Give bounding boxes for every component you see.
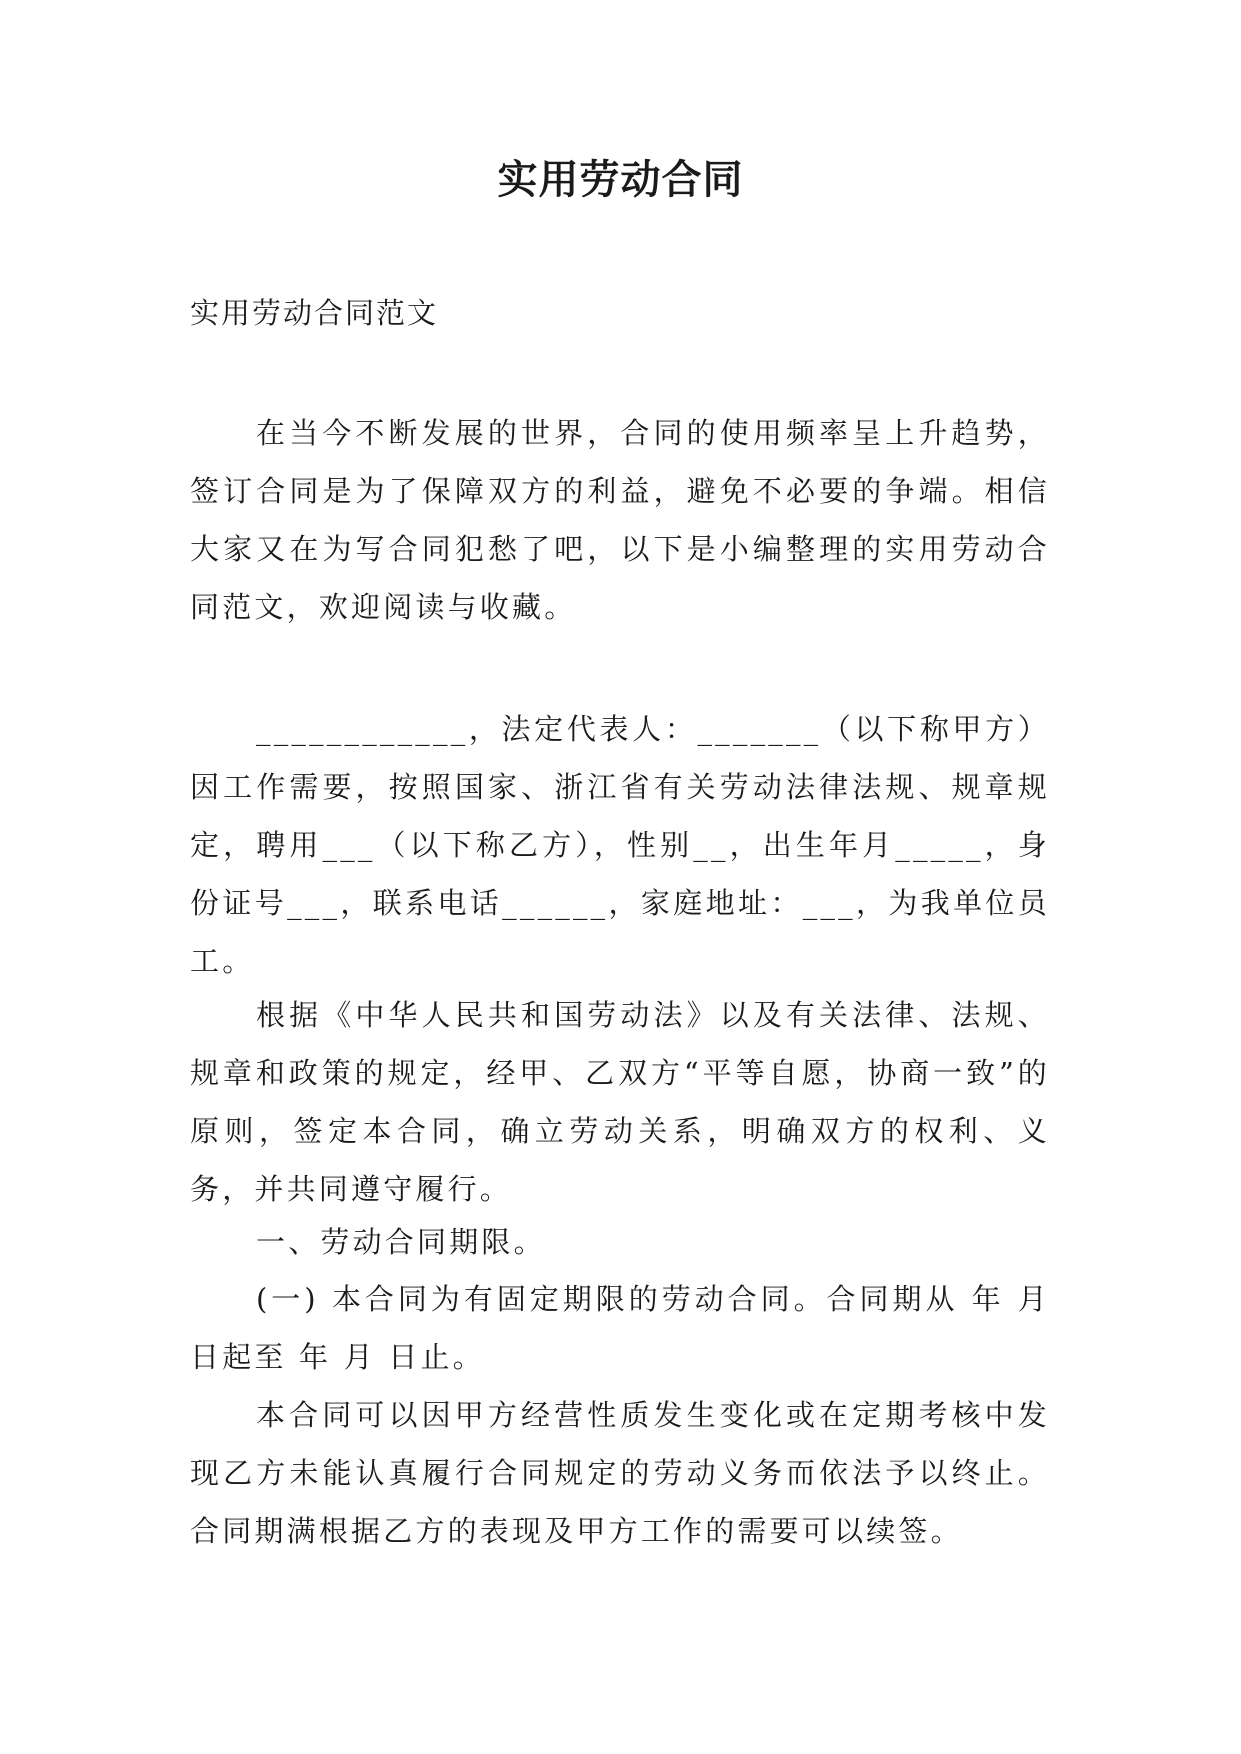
section-heading-contract-term: 一、劳动合同期限。	[256, 1225, 546, 1259]
document-subtitle: 实用劳动合同范文	[190, 296, 439, 330]
legal-basis-paragraph: 根据《中华人民共和国劳动法》以及有关法律、法规、规章和政策的规定，经甲、乙双方“平等自愿，协商一致”的原则，签定本合同，确立劳动关系，明确双方的权利、义务，并共同遵守履行。	[190, 998, 1050, 1206]
document-title: 实用劳动合同	[497, 156, 744, 203]
clause-fixed-term: (一) 本合同为有固定期限的劳动合同。合同期从 年 月 日起至 年 月 日止。	[190, 1282, 1050, 1374]
intro-paragraph: 在当今不断发展的世界，合同的使用频率呈上升趋势，签订合同是为了保障双方的利益，避免不必要的争端。相信大家又在为写合同犯愁了吧，以下是小编整理的实用劳动合同范文，欢迎阅读与收藏。	[190, 416, 1050, 624]
parties-paragraph: ____________，法定代表人：_______（以下称甲方）因工作需要，按照国家、浙江省有关劳动法律法规、规章规定，聘用___（以下称乙方），性别__，出生年月_____，身份证号___，联系电话______，家庭地址：___，为我单位员工。	[190, 712, 1050, 978]
termination-renewal-paragraph: 本合同可以因甲方经营性质发生变化或在定期考核中发现乙方未能认真履行合同规定的劳动义务而依法予以终止。合同期满根据乙方的表现及甲方工作的需要可以续签。	[190, 1398, 1050, 1548]
